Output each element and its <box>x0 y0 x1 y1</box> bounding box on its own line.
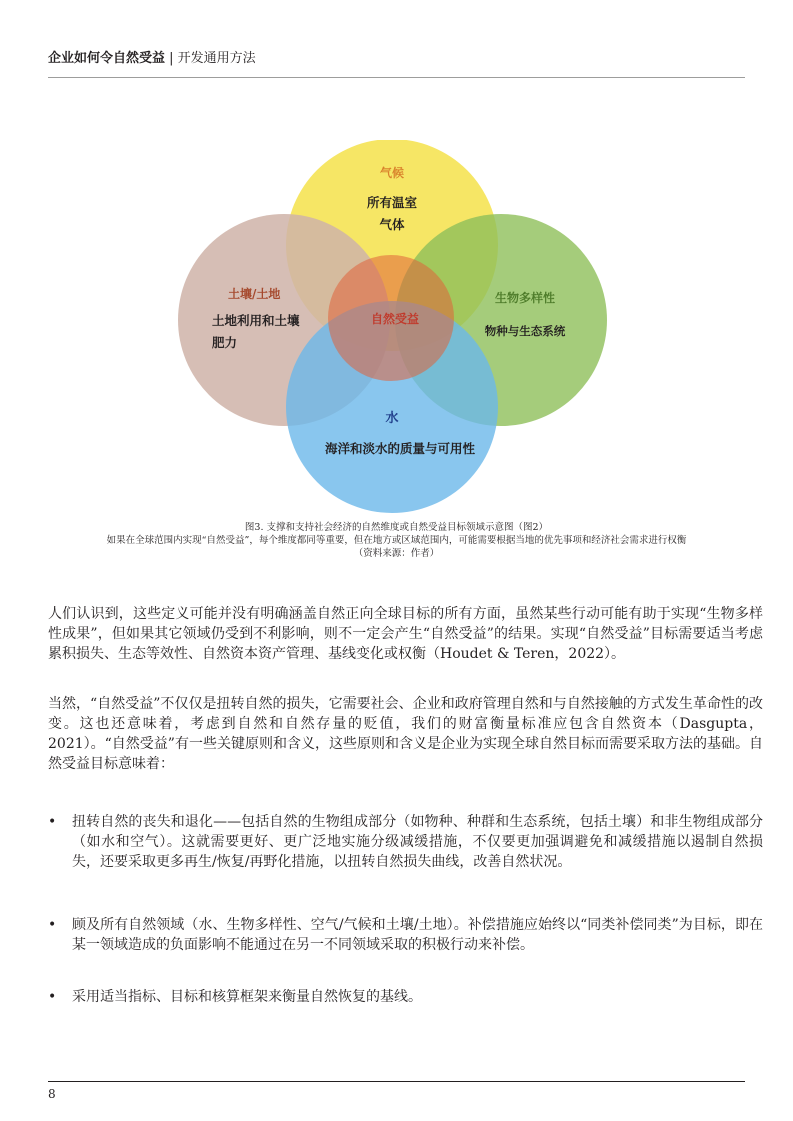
biodiversity-line-1: 物种与生态系统 <box>484 324 566 338</box>
footer-rule <box>48 1081 745 1082</box>
bullet-dot: • <box>48 814 57 830</box>
climate-title: 气候 <box>379 166 405 180</box>
bullet-text: 扭转自然的丧失和退化——包括自然的生物组成部分（如物种、种群和生态系统，包括土壤）和非生物组成部分（如水和空气）。这就需要更好、更广泛地实施分级减缓措施，不仅要更加强调避免和减缓措施以遏制自然损失，还要采取更多再生/恢复/再野化措施，以扭转自然损失曲线，改善自然状况。 <box>72 814 763 870</box>
caption-title: 图3. 支撑和支持社会经济的自然维度或自然受益目标领域示意图（图2） <box>244 522 549 533</box>
header-rule <box>48 77 745 78</box>
figure-caption <box>40 521 753 560</box>
soil-line-2: 肥力 <box>212 335 238 350</box>
bullet-item-3 <box>48 987 763 1007</box>
soil-line-1: 土地利用和土壤 <box>212 313 300 328</box>
page-header <box>48 47 256 66</box>
water-title: 水 <box>385 411 399 426</box>
caption-description: 如果在全球范围内实现“自然受益”，每个维度都同等重要，但在地方或区域范围内，可能需要根据当地的优先事项和经济社会需求进行权衡 <box>106 535 687 546</box>
center-label: 自然受益 <box>370 312 420 326</box>
bullet-text: 顾及所有自然领域（水、生物多样性、空气/气候和土壤/土地）。补偿措施应始终以“同类补偿同类”为目标，即在某一领域造成的负面影响不能通过在另一不同领域采取的积极行动来补偿。 <box>72 917 763 953</box>
paragraph-2: 当然，“自然受益”不仅仅是扭转自然的损失，它需要社会、企业和政府管理自然和与自然接触的方式发生革命性的改变。这也还意味着，考虑到自然和自然存量的贬值，我们的财富衡量标准应包含自然资本（Dasgupta，2021）。“自然受益”有一些关键原则和含义，这些原则和含义是企业为实现全球自然目标而需要采取方法的基础。自然受益目标意味着： <box>48 696 763 772</box>
soil-title: 土壤/土地 <box>228 287 281 301</box>
bullet-item-2 <box>48 915 763 955</box>
climate-line-2: 气体 <box>379 217 405 232</box>
bullet-dot: • <box>48 917 57 933</box>
climate-line-1: 所有温室 <box>366 195 418 210</box>
header-subtitle: 开发通用方法 <box>177 51 256 66</box>
biodiversity-title: 生物多样性 <box>494 291 556 305</box>
header-title: 企业如何令自然受益 <box>48 51 166 66</box>
caption-source: （资料来源：作者） <box>353 548 440 559</box>
page-number: 8 <box>48 1087 56 1101</box>
water-line-1: 海洋和淡水的质量与可用性 <box>324 441 476 456</box>
bullet-dot: • <box>48 989 57 1005</box>
bullet-text: 采用适当指标、目标和核算框架来衡量自然恢复的基线。 <box>72 989 422 1005</box>
bullet-item-1 <box>48 812 763 872</box>
venn-diagram <box>170 140 620 520</box>
paragraph-1: 人们认识到，这些定义可能并没有明确涵盖自然正向全球目标的所有方面，虽然某些行动可能有助于实现“生物多样性成果”，但如果其它领域仍受到不利影响，则不一定会产生“自然受益”的结果。实现“自然受益”目标需要适当考虑累积损失、生态等效性、自然资本资产管理、基线变化或权衡（Houdet & Teren，2022）。 <box>48 606 763 662</box>
header-separator: | <box>165 51 178 66</box>
